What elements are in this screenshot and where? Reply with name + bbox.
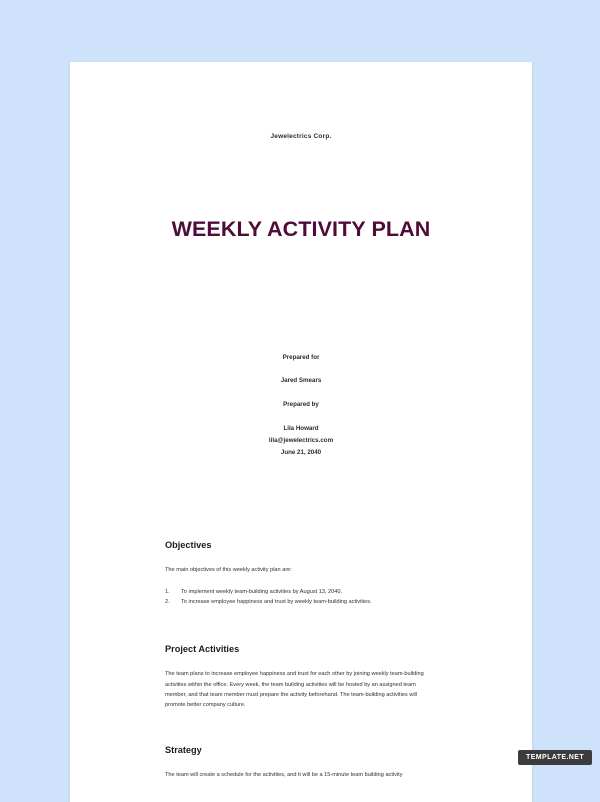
document-body — [70, 133, 532, 780]
list-item-number: 2. — [165, 599, 170, 606]
list-item-number: 1. — [165, 588, 170, 595]
company-name: Jewelectrics Corp. — [270, 133, 332, 140]
document-meta — [165, 352, 437, 459]
list-item — [165, 587, 437, 597]
section-objectives — [165, 540, 437, 607]
document-date: June 21, 2040 — [280, 448, 322, 456]
objectives-intro: The main objectives of this weekly activity plan are: — [165, 567, 292, 574]
section-project-activities — [165, 644, 437, 710]
objectives-list — [165, 587, 437, 608]
prepared-for-name: Jared Smears — [280, 377, 322, 385]
document-page — [70, 62, 532, 802]
page-title: WEEKLY ACTIVITY PLAN — [171, 217, 431, 241]
section-strategy — [165, 745, 437, 780]
list-item-label: To increase employee happiness and trust by weekly team-building activities. — [181, 599, 372, 606]
watermark-badge: TEMPLATE.NET — [518, 750, 592, 765]
section-heading-project-activities: Project Activities — [165, 644, 240, 655]
project-activities-paragraph: The team plans to increase employee happiness and trust for each other by joining weekly team-building activities within the office. Every week, the team building activities will be hosted by an assigned team member, and that team member must prepare the activity beforehand. The team-building activities will promote better company culture. — [165, 671, 424, 709]
prepared-for-label: Prepared for — [282, 353, 320, 361]
list-item-label: To implement weekly team-building activities by August 13, 2040. — [181, 588, 343, 595]
prepared-by-email: lila@jewelectrics.com — [268, 436, 334, 444]
prepared-by-label: Prepared by — [283, 401, 319, 409]
strategy-paragraph: The team will create a schedule for the activities, and it will be a 15-minute team building activity — [165, 771, 403, 778]
section-heading-objectives: Objectives — [165, 540, 212, 551]
prepared-by-name: Lila Howard — [283, 424, 319, 432]
list-item — [165, 597, 437, 607]
section-heading-strategy: Strategy — [165, 744, 202, 755]
